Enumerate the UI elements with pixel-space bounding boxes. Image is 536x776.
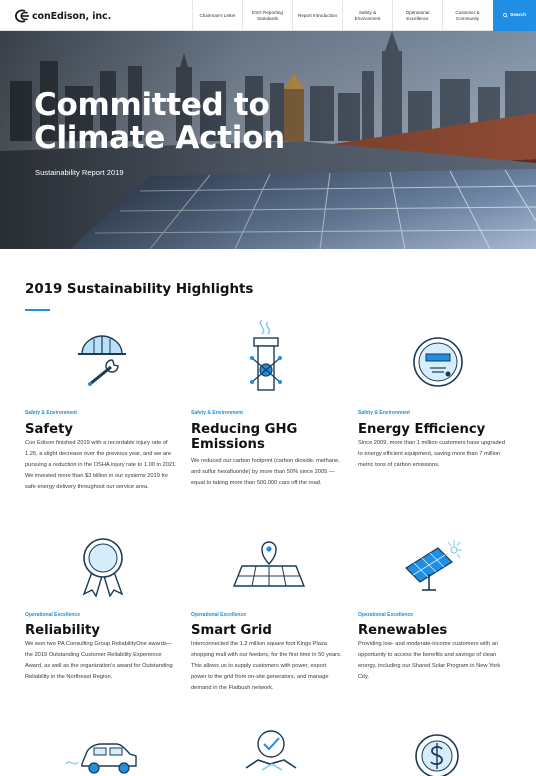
- logo-text: conEdison, inc.: [32, 10, 112, 22]
- search-button[interactable]: [493, 0, 536, 31]
- card-body-safety: Con Edison finished 2019 with a recordable injury rate of 1.26, a slight decrease over the previous year, and we are pursuing a reduction in the OSHA injury rate to 1.00 in 2021. We invested more than $3 billion in our systems 2019 for safe energy delivery throughout our service area.: [25, 440, 177, 490]
- highlights-title: 2019 Sustainability Highlights: [25, 282, 254, 297]
- hero-title-line-2: Climate Action: [34, 120, 285, 156]
- card-title-safety[interactable]: Safety: [25, 422, 73, 437]
- logo[interactable]: [12, 8, 111, 24]
- solar-panel-icon: [402, 538, 466, 592]
- card-title-ghg[interactable]: [191, 422, 297, 452]
- energy-meter-icon: [410, 334, 466, 390]
- conedison-logo-icon: [12, 9, 30, 23]
- card-title-renewables[interactable]: Renewables: [358, 623, 448, 638]
- card-body-smart-grid: Interconnected the 1.2 million square foot Kings Plaza shopping mall with our feeders, for the first time in 50 years. This allows us to supply customers with power, export power to the grid from on-site generators, and manage demand in the Flatbush network.: [191, 641, 342, 691]
- hero-subtitle: Sustainability Report 2019: [35, 168, 124, 177]
- nav-esg-reporting-standards[interactable]: ESG Reporting Standards: [242, 0, 292, 31]
- card-body-renewables: Providing low- and moderate-income customers with an opportunity to access the benefits and savings of clean energy, including our Shared Solar Program in New York City.: [358, 641, 501, 680]
- award-ribbon-icon: [76, 536, 130, 598]
- card-title-energy-efficiency[interactable]: Energy Efficiency: [358, 422, 486, 437]
- top-nav-bar: [0, 0, 536, 31]
- card-category: Safety & Environment: [358, 410, 410, 416]
- card-category: Operational Excellence: [191, 612, 247, 618]
- smokestack-icon: [240, 318, 292, 392]
- card-category: Safety & Environment: [191, 410, 243, 416]
- nav-operational-excellence[interactable]: Operational Excellence: [392, 0, 442, 31]
- card-category: Safety & Environment: [25, 410, 77, 416]
- dollar-coin-icon: [412, 732, 462, 776]
- electric-car-icon: [64, 738, 140, 776]
- hero-title-line-1: Committed to: [34, 87, 270, 123]
- nav-customer-community[interactable]: Customer & Community: [442, 0, 492, 31]
- search-label: Search: [510, 13, 526, 18]
- card-category: Operational Excellence: [358, 612, 414, 618]
- card-category: Operational Excellence: [25, 612, 81, 618]
- hero-title: [34, 89, 285, 155]
- handshake-check-icon: [242, 728, 300, 776]
- hardhat-wrench-icon: [74, 332, 130, 388]
- card-title-smart-grid[interactable]: Smart Grid: [191, 623, 272, 638]
- nav-safety-environment[interactable]: Safety & Environment: [342, 0, 392, 31]
- card-title-ghg-line-1: Reducing GHG: [191, 422, 298, 437]
- map-grid-pin-icon: [232, 538, 306, 590]
- hero-banner: [0, 31, 536, 249]
- card-title-reliability[interactable]: Reliability: [25, 623, 100, 638]
- search-icon: [503, 13, 508, 18]
- nav-chairmans-letter[interactable]: Chairman's Letter: [192, 0, 242, 31]
- main-nav: [192, 0, 492, 31]
- card-body-ghg: We reduced our carbon footprint (carbon dioxide, methane, and sulfur hexafluoride) by more than 50% since 2005 — equal to taking more than 500,000 cars off the road.: [191, 458, 340, 486]
- highlights-divider: [25, 309, 50, 311]
- card-body-reliability: We won two PA Consulting Group ReliabilityOne awards—the 2019 Outstanding Customer Reliability Experience Award, as well as the organization's award for Outstanding Reliability in the Northeast Region.: [25, 641, 173, 680]
- card-title-ghg-line-2: Emissions: [191, 437, 265, 452]
- nav-report-introduction[interactable]: Report Introduction: [292, 0, 342, 31]
- card-body-energy-efficiency: Since 2009, more than 1 million customers have upgraded to energy efficient equipment, saving more than 7 million metric tons of carbon emissions.: [358, 440, 506, 468]
